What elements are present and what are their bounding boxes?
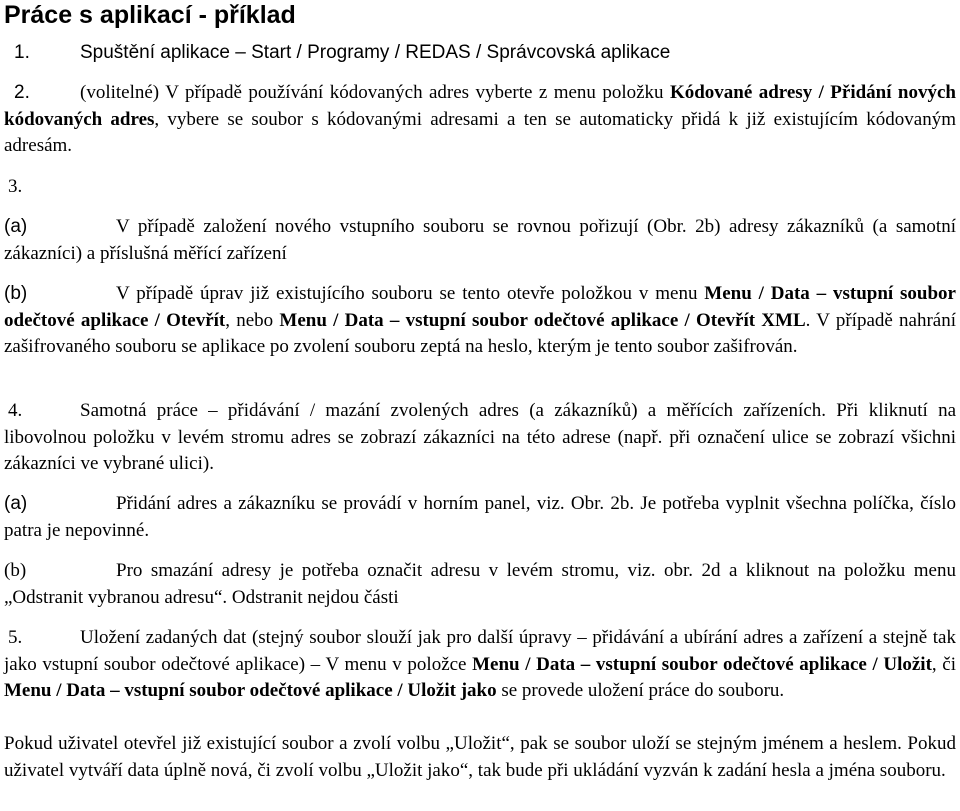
step-4-text: Samotná práce – přidávání / mazání zvolených adres (a zákazníků) a měřících zařízeních. Při kliknutí na libovolnou položku v levém stromu adres se zobrazí zákazníci na této adrese (např. při označení ulice se zobrazí všichni zákazníci ve vybrané ulici). [4,400,956,474]
step-4b-text: Pro smazání adresy je potřeba označit adresu v levém stromu, viz. obr. 2d a kliknout na položku menu „Odstranit vybranou adresu“. Odstranit nejdou části [4,560,956,608]
step-3b-menu-path-open: Menu / Data – vstupní soubor odečtové aplikace / Otevřít [4,283,956,331]
step-2-text-1: (volitelné) V případě používání kódovaných adres vyberte z menu položku [80,82,670,103]
step-3b-text-1: V případě úprav již existujícího souboru se tento otevře položkou v menu [116,283,705,304]
step-3b-text-3: . V případě nahrání zašifrovaného souboru se aplikace po zvolení souboru zeptá na heslo, kterým je tento soubor zašifrován. [4,309,956,357]
step-3 [4,174,956,201]
step-3b [4,281,956,361]
step-3a-text: V případě založení nového vstupního souboru se rovnou pořizují (Obr. 2b) adresy zákazníků (a samotní zákazníci) a příslušná měřící zařízení [4,216,956,264]
step-3a [4,214,956,267]
step-3a-label: (a) [4,216,28,237]
step-2-number: 2. [14,82,30,103]
step-4 [4,398,956,478]
step-1 [4,40,956,67]
page-title: Práce s aplikací - příklad [4,1,296,29]
step-5-number: 5. [8,627,23,648]
step-4a [4,491,956,544]
step-4a-text: Přidání adres a zákazníku se provádí v horním panel, viz. Obr. 2b. Je potřeba vyplnit všechna políčka, číslo patra je nepovinné. [4,493,956,541]
step-5-menu-path-save: Menu / Data – vstupní soubor odečtové aplikace / Uložit [472,653,932,675]
step-4b-label: (b) [4,560,27,581]
step-3-number: 3. [8,176,23,197]
step-1-text: Spuštění aplikace – Start / Programy / REDAS / Správcovská aplikace [80,42,671,63]
step-3b-menu-path-open-xml: Menu / Data – vstupní soubor odečtové aplikace / Otevřít XML [279,309,806,331]
step-3b-label: (b) [4,283,28,304]
step-4-number: 4. [8,400,23,421]
step-1-number: 1. [14,42,30,63]
step-5-text-3: se provede uložení práce do souboru. [496,680,785,701]
step-2 [4,80,956,160]
step-2-text-2: , vybere se soubor s kódovanými adresami a ten se automaticky přidá k již existujícím kódovaným adresám. [4,108,956,156]
step-4b [4,558,956,611]
step-4a-label: (a) [4,493,28,514]
closing-paragraph: Pokud uživatel otevřel již existující soubor a zvolí volbu „Uložit“, pak se soubor uloží se stejným jménem a heslem. Pokud uživatel vytváří data úplně nová, či zvolí volbu „Uložit jako“, tak bude při ukládání vyzván k zadání hesla a jména souboru. [4,733,956,781]
step-2-menu-path: Kódované adresy / Přidání nových kódovaných adres [4,82,956,130]
step-5 [4,625,956,705]
step-5-menu-path-save-as: Menu / Data – vstupní soubor odečtové aplikace / Uložit jako [4,680,497,701]
step-5-text-1: Uložení zadaných dat (stejný soubor slouží jak pro další úpravy – přidávání a ubírání adres a zařízení a stejně tak jako vstupní soubor odečtové aplikace) – V menu v položce [4,627,956,675]
step-5-text-2: , či [931,653,957,675]
step-3b-text-2: , nebo [225,309,280,331]
